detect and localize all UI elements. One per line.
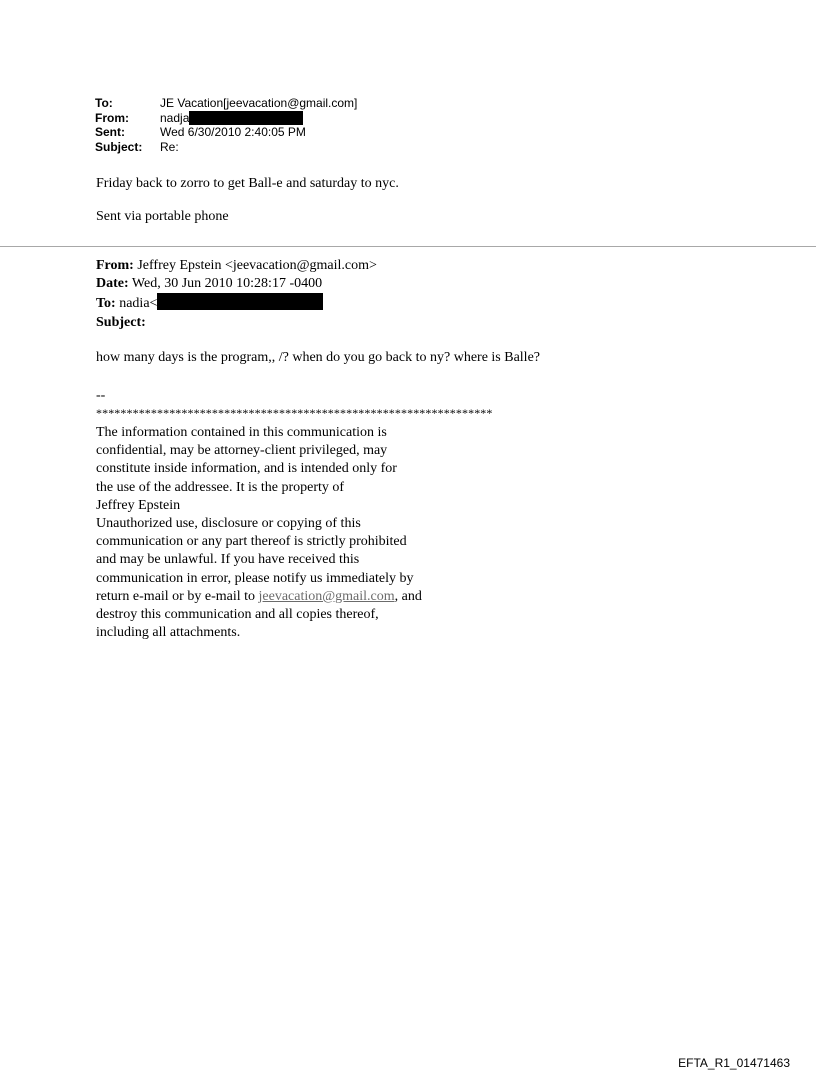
quoted-from-row [96,257,377,275]
quoted-from-value: Jeffrey Epstein <jeevacation@gmail.com> [137,258,377,273]
sent-value: Wed 6/30/2010 2:40:05 PM [160,125,306,139]
sent-row [95,125,357,140]
signature-dash: -- [96,388,106,403]
disclaimer-line: including all attachments. [96,625,241,641]
quoted-to-value: nadia< [119,296,158,312]
from-label: From: [95,110,129,125]
quoted-header [96,257,377,332]
quoted-subject-label: Subject: [96,314,146,330]
to-row [95,96,357,111]
quoted-date-row [96,275,377,293]
reply-signature: Sent via portable phone [96,209,229,224]
signature-stars: ***************************************************************** [96,406,493,420]
quoted-to-label: To: [96,296,116,312]
divider [0,246,816,247]
disclaimer-line: confidential, may be attorney-client privileged, may [96,443,388,459]
disclaimer-line: the use of the addressee. It is the property of [96,479,345,495]
disclaimer-return-line [96,588,422,606]
to-label: To: [95,96,113,110]
document-id: EFTA_R1_01471463 [678,1056,790,1070]
disclaimer-return-pre: return e-mail or by e-mail to [96,588,259,604]
from-row [95,111,357,126]
disclaimer-line: communication in error, please notify us immediately by [96,570,414,586]
redaction-bar [189,111,303,125]
subject-row [95,140,357,155]
quoted-date-value: Wed, 30 Jun 2010 10:28:17 -0400 [131,276,323,292]
disclaimer [96,424,422,642]
disclaimer-return-post: , and [394,588,422,604]
disclaimer-line: Jeffrey Epstein [96,497,181,513]
reply-body: Friday back to zorro to get Ball-e and saturday to nyc. [96,176,399,191]
disclaimer-line: constitute inside information, and is intended only for [96,461,397,477]
disclaimer-line: The information contained in this communication is [96,425,387,440]
disclaimer-line: Unauthorized use, disclosure or copying of this [96,516,361,532]
sent-label: Sent: [95,125,125,139]
disclaimer-line: and may be unlawful. If you have received this [96,552,360,568]
email-header [95,96,357,154]
redaction-bar [157,293,323,310]
to-value: JE Vacation[jeevacation@gmail.com] [160,96,358,110]
from-value: nadja [160,110,190,125]
disclaimer-line: destroy this communication and all copies thereof, [96,607,379,623]
quoted-subject-row [96,314,377,332]
subject-label: Subject: [95,139,143,154]
disclaimer-line: communication or any part thereof is strictly prohibited [96,534,407,550]
quoted-date-label: Date: [96,276,129,292]
quoted-to-row [96,293,377,313]
quoted-from-label: From: [96,258,134,273]
email-link[interactable]: jeevacation@gmail.com [258,588,395,604]
quoted-body: how many days is the program,, /? when do you go back to ny? where is Balle? [96,350,541,365]
subject-value: Re: [160,139,179,154]
